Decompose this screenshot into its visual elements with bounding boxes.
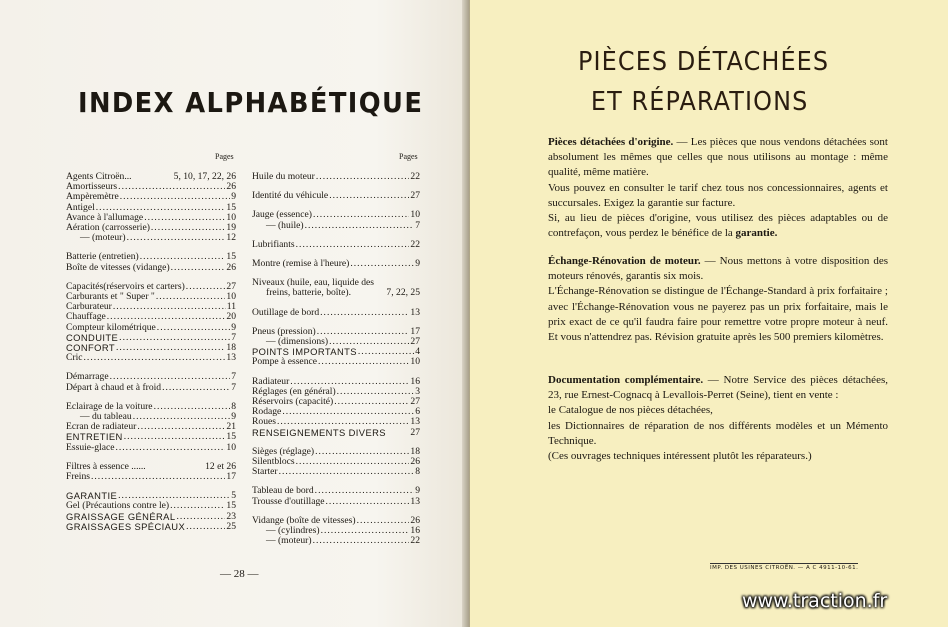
entry-label: Jauge (essence): [252, 209, 312, 221]
entry-page: 9: [231, 191, 236, 203]
index-column-2: [252, 172, 420, 546]
leader-dots: [113, 302, 226, 312]
entry-page: 22: [410, 171, 420, 182]
leader-dots: [157, 323, 230, 333]
entry-page: 26: [226, 261, 236, 273]
leader-dots: [321, 526, 410, 536]
leader-dots: [144, 213, 225, 223]
paragraph: — Les pièces que nous vendons détachées sont absolument les mêmes que celles que nous utilisons au montage : même qualité, même matière.: [548, 136, 888, 179]
entry-label: — (cylindres): [266, 525, 320, 537]
leader-dots: [282, 407, 414, 417]
entry-page: 18: [410, 445, 420, 457]
section-heading: Pièces détachées d'origine.: [548, 136, 674, 148]
entry-label: Vidange (boîte de vitesses): [252, 514, 356, 526]
leader-dots: [116, 343, 225, 353]
leader-dots: [151, 223, 226, 233]
entry-label: Montre (remise à l'heure): [252, 258, 350, 270]
entry-label: Boîte de vitesses (vidange): [66, 261, 170, 273]
entry-page: 3: [415, 385, 420, 397]
leader-dots: [115, 443, 225, 453]
paragraph: — Nous mettons à votre disposition des moteurs rénovés, garantis six mois.: [548, 255, 888, 283]
entry-label: Réservoirs (capacité): [252, 396, 334, 408]
entry-page: 12: [226, 232, 236, 244]
entry-page: 17: [226, 471, 236, 483]
title-line-1: PIÈCES DÉTACHÉES: [578, 47, 830, 77]
paragraph: L'Échange-Rénovation se distingue de l'Échange-Standard à prix forfaitaire ; avec l'Échange-Rénovation vous ne payerez pas un prix forfaitaire, mais le prix exact de ce qu'il faudra faire pour remettre votre propre moteur à neuf. Et vous n'attendrez pas. Révision gratuite après les 500 premiers kilomètres.: [548, 285, 888, 344]
entry-page: 4: [415, 346, 420, 358]
entry-label: CONFORT: [66, 342, 115, 354]
index-entry: [66, 353, 236, 363]
entry-page: 7, 22, 25: [386, 287, 420, 299]
entry-label: Tableau de bord: [252, 485, 314, 497]
entry-label: Cric: [66, 352, 83, 364]
index-entry: [66, 263, 236, 273]
entry-label: Ecran de radiateur: [66, 421, 137, 433]
leader-dots: [120, 192, 230, 202]
leader-dots: [357, 516, 410, 526]
leader-dots: [315, 486, 415, 496]
entry-label: — (dimensions): [266, 336, 329, 348]
entry-label: Carburateur: [66, 301, 112, 313]
entry-label: Filtres à essence ......: [66, 460, 146, 472]
entry-label: Outillage de bord: [252, 306, 320, 318]
index-entry: [252, 191, 420, 201]
leader-dots: [305, 221, 415, 231]
leader-dots: [326, 497, 410, 507]
paragraph: Si, au lieu de pièces d'origine, vous utilisez des pièces adaptables ou de contrefaçon, vous perdez le bénéfice de la: [548, 212, 888, 240]
entry-page: 10: [410, 209, 420, 221]
entry-page: 26: [410, 456, 420, 468]
leader-dots: [358, 347, 414, 357]
index-entry: [66, 462, 236, 472]
leader-dots: [296, 457, 410, 467]
leader-dots: [156, 292, 226, 302]
leader-dots: [315, 447, 409, 457]
entry-page: 15: [226, 431, 236, 443]
entry-label: Rodage: [252, 406, 282, 418]
leader-dots: [171, 263, 226, 273]
leader-dots: [186, 522, 225, 532]
index-entry: [252, 467, 420, 477]
entry-label: Avance à l'allumage: [66, 211, 144, 223]
leader-dots: [313, 536, 410, 546]
index-entry: [66, 472, 236, 482]
entry-label: Lubrifiants: [252, 238, 295, 250]
leader-dots: [318, 357, 409, 367]
section-original-parts: [548, 135, 888, 241]
entry-label: Trousse d'outillage: [252, 495, 325, 507]
paragraph: le Catalogue de nos pièces détachées,: [548, 404, 713, 417]
entry-label: ENTRETIEN: [66, 431, 123, 443]
entry-page: 8: [231, 400, 236, 412]
entry-label: Capacités(réservoirs et carters): [66, 280, 185, 292]
entry-page: 5, 10, 17, 22, 26: [173, 171, 236, 182]
leader-dots: [162, 383, 230, 393]
leader-dots: [334, 397, 409, 407]
entry-page: 7: [231, 381, 236, 393]
leader-dots: [127, 233, 226, 243]
entry-page: 18: [226, 342, 236, 354]
entry-label: Identité du véhicule: [252, 190, 329, 202]
leader-dots: [84, 353, 226, 363]
entry-label: Démarrage: [66, 371, 109, 383]
entry-page: 10: [226, 211, 236, 223]
section-heading: Échange-Rénovation de moteur.: [548, 255, 701, 267]
right-page-title: [578, 42, 829, 122]
entry-page: 9: [415, 485, 420, 497]
entry-page: 26: [226, 181, 236, 193]
leader-dots: [296, 240, 410, 250]
entry-label: Freins: [66, 471, 90, 483]
entry-page: 22: [410, 535, 420, 547]
entry-page: 10: [410, 356, 420, 368]
leader-dots: [279, 467, 415, 477]
entry-page: 10: [226, 441, 236, 453]
entry-label: Sièges (réglage): [252, 445, 315, 457]
entry-page: 13: [410, 495, 420, 507]
entry-page: 25: [226, 520, 236, 532]
entry-page: 19: [226, 222, 236, 234]
title-line-2: ET RÉPARATIONS: [590, 87, 809, 117]
index-entry: [66, 443, 236, 453]
entry-page: 27: [226, 280, 236, 292]
index-entry: [252, 308, 420, 318]
entry-page: 27: [410, 396, 420, 408]
index-entry: [252, 288, 420, 298]
leader-dots: [170, 501, 225, 511]
index-entry: [252, 259, 420, 269]
entry-label: Agents Citroën...: [66, 171, 132, 182]
leader-dots: [137, 422, 225, 432]
leader-dots: [313, 210, 409, 220]
entry-label: — (moteur): [266, 535, 312, 547]
entry-page: 13: [410, 416, 420, 428]
entry-page: 13: [410, 306, 420, 318]
entry-page: 7: [231, 371, 236, 383]
leader-dots: [119, 333, 230, 343]
entry-page: 22: [410, 238, 420, 250]
paragraph: Vous pouvez en consulter le tarif chez tous nos concessionnaires, agents et succursales. Exigez la garantie sur facture.: [548, 181, 888, 209]
entry-page: 9: [231, 321, 236, 333]
entry-label: Pompe à essence: [252, 356, 318, 368]
entry-page: 6: [415, 406, 420, 418]
entry-page: 27: [410, 190, 420, 202]
pages-header-1: Pages: [215, 152, 234, 161]
leader-dots: [317, 327, 410, 337]
index-entry: [252, 221, 420, 231]
entry-label: GRAISSAGES SPÉCIAUX: [66, 520, 186, 532]
entry-label: Niveaux (huile, eau, liquide des: [252, 277, 375, 289]
entry-page: 23: [226, 510, 236, 522]
entry-label: — (huile): [266, 219, 304, 231]
leader-dots: [91, 472, 225, 482]
index-entry: [66, 383, 236, 393]
leader-dots: [124, 432, 226, 442]
entry-label: Antigel: [66, 201, 95, 213]
entry-label: Amortisseurs: [66, 181, 118, 193]
entry-label: Ampèremètre: [66, 191, 119, 203]
entry-label: Starter: [252, 466, 278, 478]
index-entry: [66, 522, 236, 532]
leader-dots: [320, 308, 409, 318]
leader-dots: [337, 387, 415, 397]
entry-page: 26: [410, 514, 420, 526]
bold-word: garantie.: [735, 227, 778, 240]
entry-label: Compteur kilométrique: [66, 321, 156, 333]
paragraph: les Dictionnaires de réparation de nos différents modèles et un Mémento Technique.: [548, 419, 888, 447]
entry-page: 7: [231, 331, 236, 343]
entry-page: 15: [226, 500, 236, 512]
leader-dots: [186, 282, 226, 292]
entry-page: 27: [410, 426, 420, 438]
index-entry: [252, 240, 420, 250]
entry-page: 13: [226, 352, 236, 364]
section-heading: Documentation complémentaire.: [548, 374, 704, 386]
entry-label: Carburants et " Super ": [66, 291, 155, 303]
leader-dots: [133, 412, 231, 422]
left-page: [0, 0, 470, 627]
entry-page: 15: [226, 201, 236, 213]
entry-label: Batterie (entretien): [66, 251, 139, 263]
entry-page: 9: [415, 258, 420, 270]
entry-label: GARANTIE: [66, 490, 118, 502]
section-documentation: [548, 373, 888, 464]
index-entry: [252, 357, 420, 367]
entry-label: CONDUITE: [66, 331, 119, 343]
entry-label: Silentblocs: [252, 456, 295, 468]
entry-page: 10: [226, 291, 236, 303]
entry-label: POINTS IMPORTANTS: [252, 346, 357, 358]
entry-label: — du tableau: [80, 411, 132, 423]
entry-label: Roues: [252, 416, 276, 428]
page-number: — 28 —: [220, 568, 259, 580]
entry-page: 7: [415, 219, 420, 231]
index-entry: [252, 407, 420, 417]
index-entry: [252, 497, 420, 507]
entry-label: Essuie-glace: [66, 441, 115, 453]
leader-dots: [350, 259, 414, 269]
section-engine-exchange: [548, 254, 888, 345]
entry-page: 16: [410, 525, 420, 537]
entry-label: freins, batterie, boîte).: [266, 287, 351, 299]
index-entry: [66, 233, 236, 243]
entry-page: 11: [226, 301, 236, 313]
paragraph: (Ces ouvrages techniques intéressent plutôt les réparateurs.): [548, 450, 812, 463]
leader-dots: [118, 182, 225, 192]
entry-page: 16: [410, 375, 420, 387]
entry-label: Huile du moteur: [252, 171, 315, 182]
entry-label: GRAISSAGE GÉNÉRAL: [66, 510, 176, 522]
entry-page: 27: [410, 336, 420, 348]
entry-page: 5: [231, 490, 236, 502]
entry-label: — (moteur): [80, 232, 126, 244]
entry-page: 15: [226, 251, 236, 263]
entry-label: RENSEIGNEMENTS DIVERS: [252, 426, 386, 438]
entry-label: Pneus (pression): [252, 325, 316, 337]
index-entry: [252, 172, 420, 182]
entry-label: Départ à chaud et à froid: [66, 381, 162, 393]
entry-page: 21: [226, 421, 236, 433]
pages-header-2: Pages: [399, 152, 418, 161]
entry-page: 20: [226, 311, 236, 323]
index-entry: [252, 536, 420, 546]
entry-label: Gel (Précautions contre le): [66, 500, 170, 512]
entry-label: Réglages (en général): [252, 385, 336, 397]
entry-label: Aération (carrosserie): [66, 222, 150, 234]
leader-dots: [154, 402, 231, 412]
entry-page: 12 et 26: [205, 460, 236, 472]
index-entry: [66, 343, 236, 353]
entry-page: 9: [231, 411, 236, 423]
leader-dots: [316, 172, 410, 182]
leader-dots: [329, 191, 409, 201]
index-column-1: [66, 172, 236, 532]
index-entry: [252, 428, 420, 438]
entry-label: Radiateur: [252, 375, 290, 387]
entry-label: Eclairage de la voiture: [66, 400, 153, 412]
entry-label: Chauffage: [66, 311, 106, 323]
paragraph: — Notre Service des pièces détachées, 23, rue Ernest-Cognacq à Levallois-Perret (Seine), tient en vente :: [548, 374, 888, 402]
entry-page: 17: [410, 325, 420, 337]
site-watermark: www.traction.fr: [742, 590, 888, 612]
index-title: INDEX ALPHABÉTIQUE: [78, 86, 424, 119]
entry-page: 8: [415, 466, 420, 478]
printer-imprint: IMP. DES USINES CITROËN. — A C 4911-10-61.: [710, 565, 859, 571]
